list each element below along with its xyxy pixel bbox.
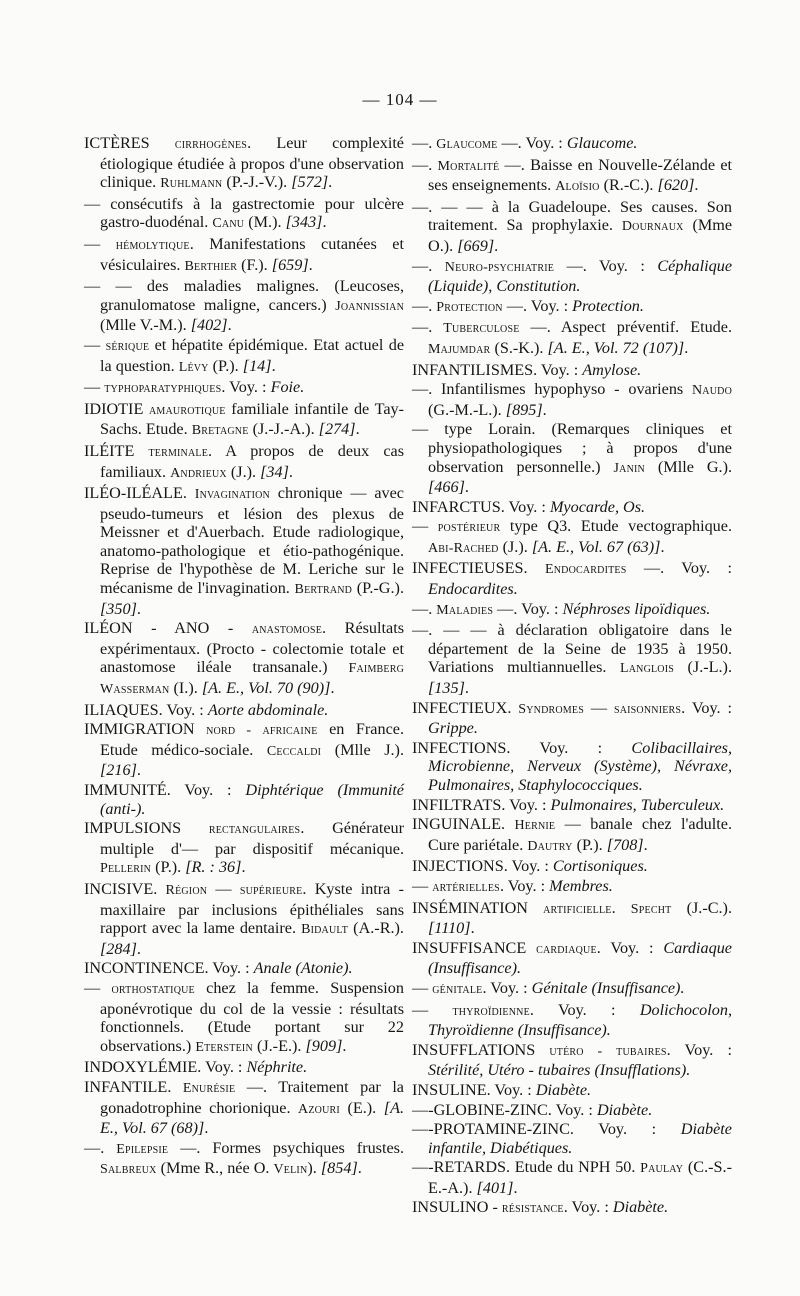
entry-text: —. Infantilismes hypophyso - ovariens [412, 380, 692, 399]
entry-text: . [464, 679, 469, 698]
index-entry [412, 1081, 732, 1100]
entry-text: —. Voy. : [493, 599, 563, 618]
entry-reference: Anale (Atonie). [253, 959, 353, 978]
entry-reference: [854] [320, 1159, 358, 1178]
entry-reference: [216] [100, 761, 137, 780]
entry-text: INFARCTUS. Voy. : [412, 497, 550, 516]
entry-smallcaps: Endocardites [544, 562, 627, 578]
entry-smallcaps: cirrhogènes [174, 137, 248, 152]
entry-smallcaps: Andrieux [170, 465, 227, 481]
entry-smallcaps: Majumdar [428, 341, 491, 357]
entry-text: . Voy. : [221, 378, 271, 397]
entry-text: — [412, 978, 433, 997]
entry-smallcaps: sérique [105, 338, 150, 354]
entry-smallcaps: Faimberg Wasserman [100, 661, 404, 698]
entry-text: (A.-R.). [348, 919, 404, 938]
entry-text: type Q3. Etude vectographique. [500, 517, 732, 536]
index-entry [412, 699, 732, 738]
entry-text: . [660, 537, 665, 556]
right-column [412, 134, 732, 1220]
index-entry [412, 979, 732, 1000]
index-entry [412, 1041, 732, 1080]
entry-smallcaps: terminale [148, 444, 209, 460]
entry-text: . Kyste intra - maxillaire par inclusions épithéliales sans rapport avec la lame dentaire. [100, 879, 404, 938]
entry-text: — — des maladies malignes. (Leucoses, granulomatose maligne, cancers.) [84, 277, 404, 314]
entry-text: — [583, 698, 614, 717]
entry-smallcaps: génitale [432, 981, 483, 997]
index-entry [412, 939, 732, 978]
entry-reference: Cardiaque (Insuffisance). [428, 938, 732, 978]
entry-text: (Mme O.). [428, 216, 732, 255]
entry-reference: [A. E., Vol. 70 (90)] [201, 679, 331, 698]
entry-text: (F.). [237, 255, 272, 274]
index-entry [84, 880, 404, 958]
entry-text: . [322, 213, 327, 232]
entry-smallcaps: Eterstein [195, 1039, 253, 1055]
entry-reference: [350] [100, 599, 137, 618]
entry-smallcaps: utéro - tubaires [549, 1043, 667, 1059]
entry-text: ILÉON - ANO - [84, 619, 252, 638]
entry-text: — [207, 879, 240, 898]
entry-text: . [227, 316, 232, 335]
entry-text: . [328, 173, 333, 192]
entry-text: INSULINO - [412, 1198, 502, 1217]
entry-text: . [241, 858, 246, 877]
index-entry [412, 559, 732, 598]
entry-text: INCONTINENCE. Voy. : [84, 959, 254, 978]
entry-text: INSÉMINATION [412, 898, 544, 917]
entry-text: . [136, 599, 141, 618]
entry-smallcaps: supérieure [239, 882, 303, 898]
entry-text: . Voy. : [482, 978, 532, 997]
entry-smallcaps: Ceccaldi [266, 743, 322, 759]
index-entry [84, 819, 404, 879]
entry-smallcaps: cardiaque [536, 941, 597, 957]
entry-text: — banale chez l'adulte. Cure pariétale. [428, 815, 732, 854]
entry-text: INFILTRATS. Voy. : [412, 795, 551, 814]
entry-text: . Voy. : [499, 876, 550, 895]
entry-smallcaps: Salbreux [100, 1162, 157, 1178]
entry-reference: Foie. [270, 378, 305, 397]
entry-smallcaps: artificielle [543, 901, 612, 917]
entry-reference: Membres. [549, 876, 613, 895]
index-entry [412, 380, 732, 419]
entry-smallcaps: Bidault [301, 922, 349, 938]
index-entry [412, 517, 732, 558]
entry-reference: Néphrite. [246, 1058, 308, 1077]
entry-smallcaps: Bertrand [294, 582, 353, 598]
entry-text: . [542, 400, 547, 419]
page-number: — 104 — [362, 90, 438, 109]
entry-reference: [R. : 36] [185, 858, 242, 877]
index-entry [84, 1058, 404, 1077]
index-entry [84, 336, 404, 377]
index-entry [412, 600, 732, 621]
entry-reference: [669] [457, 236, 495, 255]
entry-reference: [572] [291, 173, 329, 192]
left-column [84, 134, 404, 1181]
entry-smallcaps: Epilepsie [116, 1141, 169, 1157]
entry-reference: Pulmonaires, Tuberculeux. [550, 795, 725, 814]
entry-text: . Générateur multiple d'— par dispositif mécanique. [100, 819, 404, 858]
entry-smallcaps: thyroïdienne [452, 1003, 530, 1019]
entry-text: . Voy. : [529, 1000, 640, 1019]
index-entry [412, 198, 732, 256]
entry-text: familiale infantile de Tay-Sachs. Etude. [100, 399, 405, 439]
entry-reference: Néphroses lipoïdiques. [562, 599, 711, 618]
entry-text: —. Voy. : [626, 559, 732, 578]
entry-text: —. — — à la Guadeloupe. Ses causes. Son traitement. Sa prophylaxie. [412, 197, 732, 235]
index-entry [412, 297, 732, 318]
entry-text: INFECTIEUSES. [412, 559, 545, 578]
entry-text: —. — — à déclaration obligatoire dans le département de la Seine de 1935 à 1950. Variations multiannuelles. [412, 621, 732, 677]
entry-text: . [355, 420, 360, 439]
index-entry [412, 877, 732, 898]
entry-text: chronique — avec pseudo-tumeurs et lésion des plexus de Meissner et d'Auerbach. Etude radiologique, anatomo-pathologique et étio-pathogénique. Reprise de l'hypothèse de M. Leriche sur le mécanisme de l'invagination. [100, 484, 404, 598]
entry-reference: Génitale (Insuffisance). [531, 978, 685, 997]
entry-reference: [A. E., Vol. 67 (63)] [531, 537, 661, 556]
index-entry [84, 1078, 404, 1138]
entry-text: —. Voy. : [502, 296, 573, 315]
entry-reference: Endocardites. [428, 580, 518, 599]
entry-reference: [909] [305, 1036, 343, 1055]
entry-smallcaps: Velin [273, 1162, 308, 1178]
entry-text: — [84, 978, 112, 997]
index-entry [84, 781, 404, 818]
entry-smallcaps: Invagination [194, 487, 270, 503]
entry-text: (P.). [572, 835, 607, 854]
entry-reference: Diabète. [535, 1080, 592, 1099]
index-entry [412, 134, 732, 155]
index-entry [412, 899, 732, 938]
entry-text: ICTÈRES [84, 134, 175, 152]
entry-text: —. [412, 256, 445, 275]
entry-smallcaps: Abi-Rached [428, 540, 499, 556]
entry-reference: Diabète. [612, 1198, 669, 1217]
entry-smallcaps: Janin [613, 460, 645, 476]
index-entry [84, 619, 404, 699]
entry-text: (J.-E.). [252, 1036, 306, 1055]
entry-reference: Cortisoniques. [552, 857, 648, 876]
index-entry [412, 621, 732, 697]
entry-smallcaps: Naudo [692, 383, 732, 399]
entry-text: (P.). [151, 858, 186, 877]
entry-text: . [694, 176, 699, 195]
index-entry [84, 442, 404, 483]
entry-smallcaps: Tuberculose [443, 321, 520, 337]
entry-reference: Diabète infantile, Diabétiques. [428, 1120, 732, 1157]
entry-text: chez la femme. Suspension aponévrotique du col de la vessie : résultats fonctionnels. (Etude portant sur 22 observations.) [100, 978, 404, 1055]
entry-text: . Voy. : [681, 698, 732, 717]
entry-text: . [136, 761, 141, 780]
entry-text: INJECTIONS. Voy. : [412, 857, 553, 876]
entry-text: (Mlle V.-M.). [100, 316, 191, 335]
entry-text: . Voy. : [666, 1040, 732, 1059]
entry-smallcaps: typhoparatyphiques [104, 381, 222, 397]
entry-text: INFANTILE. [84, 1077, 183, 1096]
entry-text: —. [412, 318, 444, 337]
index-entry [84, 959, 404, 978]
entry-smallcaps: amaurotique [148, 402, 226, 418]
entry-text: . [271, 356, 276, 375]
entry-text: INCISIVE. [84, 879, 166, 898]
entry-text: (P.-J.-V.). [222, 173, 292, 192]
entry-text: — [412, 876, 433, 895]
entry-text: (S.-K.). [490, 338, 548, 357]
index-entry [412, 498, 732, 517]
entry-text: —. [84, 1138, 117, 1157]
entry-smallcaps: Mortalité [437, 158, 500, 174]
entry-reference: [A. E., Vol. 72 (107)] [547, 338, 685, 357]
entry-smallcaps: artérielles [432, 879, 500, 895]
entry-text: —. Aspect préventif. Etude. [519, 318, 733, 337]
entry-text: ILIAQUES. Voy. : [84, 700, 208, 719]
entry-text: . [464, 478, 469, 497]
entry-text: (P.). [208, 356, 243, 375]
index-entry [84, 1139, 404, 1180]
entry-text: . [513, 1178, 518, 1197]
entry-reference: Stérilité, Utéro - tubaires (Insufflations). [428, 1061, 691, 1080]
entry-smallcaps: Dautry [527, 838, 573, 854]
entry-smallcaps: Joannissian [335, 298, 404, 314]
entry-text: (C.-S.-E.-A.). [428, 1158, 732, 1197]
entry-smallcaps: Pellerin [100, 861, 152, 877]
entry-reference: [895] [505, 400, 543, 419]
entry-smallcaps: Specht [630, 901, 672, 917]
index-entry [412, 318, 732, 359]
entry-text: —. Baisse en Nouvelle-Zélande et ses enseignements. [428, 155, 733, 195]
entry-smallcaps: postérieur [437, 520, 501, 536]
entry-text: IMMUNITÉ. Voy. : [84, 781, 246, 799]
entry-text: . Manifestations cutanées et vésiculaires. [100, 234, 404, 274]
entry-text: — [412, 517, 438, 536]
entry-text: (J.-C.). [671, 898, 732, 917]
entry-text: . [684, 338, 689, 357]
index-entry [84, 235, 404, 276]
entry-reference: Diphtérique (Immunité (anti-). [100, 781, 404, 818]
entry-reference: Myocarde, Os. [549, 497, 646, 516]
index-entry [412, 156, 732, 197]
index-entry [412, 420, 732, 496]
entry-text: . [611, 898, 631, 917]
entry-text: (J.). [498, 537, 532, 556]
entry-text: . [330, 679, 335, 698]
entry-text: . [357, 1159, 362, 1178]
entry-smallcaps: Dournaux [621, 219, 684, 235]
entry-text: INDOXYLÉMIE. Voy. : [84, 1058, 247, 1077]
index-entry [84, 277, 404, 335]
entry-text: . Résultats expérimentaux. (Procto - colectomie totale et anastomose iléale transanale.) [100, 619, 404, 677]
entry-smallcaps: nord - africaine [206, 723, 318, 739]
entry-reference: Colibacillaires, Microbienne, Nerveux (Système), Névraxe, Pulmonaires, Staphylococciques. [428, 738, 732, 794]
index-entry [412, 739, 732, 795]
index-entry [84, 378, 404, 399]
entry-text: — [84, 378, 105, 397]
index-entry [412, 361, 732, 380]
entry-smallcaps: Maladies [436, 602, 494, 618]
entry-text: . A propos de deux cas familiaux. [100, 441, 404, 481]
entry-text: (Mlle G.). [644, 457, 733, 476]
entry-reference: [135] [428, 679, 465, 698]
entry-text: . [342, 1036, 347, 1055]
entry-text: —-PROTAMINE-ZINC. Voy. : [412, 1120, 681, 1139]
entry-text: . Voy. : [563, 1198, 613, 1217]
index-entry [412, 1120, 732, 1157]
entry-text: —. [412, 599, 437, 618]
entry-reference: Amylose. [582, 360, 642, 379]
index-entry [84, 701, 404, 720]
entry-smallcaps: Glaucome [436, 137, 498, 152]
entry-reference: [402] [190, 316, 228, 335]
index-entry [412, 857, 732, 876]
entry-smallcaps: Hernie [514, 818, 556, 834]
entry-text: IMMIGRATION [84, 720, 207, 739]
entry-smallcaps: Berthier [184, 258, 238, 274]
entry-reference: [1110] [428, 919, 471, 938]
entry-text: (I.). [169, 679, 202, 698]
entry-text: . [494, 236, 499, 255]
entry-text: (Mlle J.). [321, 740, 404, 759]
index-entry [84, 979, 404, 1057]
index-entry [84, 134, 404, 194]
index-entry [412, 1198, 732, 1219]
entry-text: (E.). [339, 1098, 384, 1117]
entry-text: — [84, 234, 116, 253]
entry-text: — [84, 335, 106, 354]
entry-smallcaps: anastomose [251, 622, 323, 638]
entry-reference: [14] [242, 356, 272, 375]
entry-text: — type Lorain. (Remarques cliniques et physiopathologiques ; à propos d'une observation personnelle.) [412, 420, 732, 476]
entry-text: — consécutifs à la gastrectomie pour ulcère gastro-duodénal. [84, 194, 404, 232]
entry-text: (J.-L.). [674, 658, 732, 677]
index-entry [412, 1101, 732, 1120]
entry-reference: Glaucome. [566, 134, 638, 152]
entry-text: ILÉITE [84, 441, 149, 460]
entry-reference: Diabète. [596, 1100, 653, 1119]
entry-text: (M.). [244, 213, 286, 232]
entry-reference: Grippe. [428, 719, 478, 738]
index-entry [84, 400, 404, 441]
entry-text: . [288, 462, 293, 481]
entry-text: . Voy. : [596, 938, 664, 957]
entry-text: —. Formes psychiques frustes. [168, 1138, 405, 1157]
entry-smallcaps: rectangulaires [208, 822, 301, 838]
entry-text: —. [412, 296, 437, 315]
entry-reference: [34] [260, 462, 289, 481]
entry-text: IDIOTIE [84, 399, 149, 418]
entry-text: —. [412, 134, 437, 152]
entry-text: INSUFFISANCE [412, 938, 537, 957]
entry-reference: [284] [100, 939, 137, 958]
entry-text: (J.). [226, 462, 261, 481]
entry-text: INGUINALE. [412, 815, 515, 834]
index-entry [84, 720, 404, 780]
entry-smallcaps: saisonniers [613, 701, 682, 717]
entry-reference: Aorte abdominale. [207, 700, 329, 719]
entry-smallcaps: Protection [436, 299, 503, 315]
entry-reference: [401] [476, 1178, 514, 1197]
entry-reference: [A. E., Vol. 67 (68)] [100, 1098, 404, 1138]
entry-text: INSUFFLATIONS [412, 1040, 550, 1059]
entry-text: INFANTILISMES. Voy. : [412, 360, 583, 379]
entry-reference: [466] [428, 478, 465, 497]
entry-text: IMPULSIONS [84, 819, 209, 838]
entry-smallcaps: Bretagne [191, 423, 249, 439]
entry-text: et hépatite épidémique. Etat actuel de la question. [100, 335, 405, 375]
index-entry [84, 484, 404, 618]
entry-text: —. [412, 155, 438, 174]
entry-reference: [708] [606, 835, 644, 854]
entry-smallcaps: Langlois [619, 661, 675, 677]
entry-text: —. Voy. : [497, 134, 567, 152]
index-entry [412, 1001, 732, 1040]
entry-text: —-GLOBINE-ZINC. Voy. : [412, 1100, 597, 1119]
entry-smallcaps: Région [165, 882, 208, 898]
entry-text: . [204, 1119, 209, 1138]
entry-smallcaps: Paulay [640, 1161, 684, 1177]
entry-text: —. Voy. : [554, 256, 658, 275]
entry-reference: [620] [657, 176, 695, 195]
index-entry [412, 796, 732, 815]
entry-text: ILÉO-ILÉALE. [84, 484, 195, 503]
entry-reference: Dolichocolon, Thyroïdienne (Insuffisance). [428, 1000, 733, 1040]
entry-text: —-RETARDS. Etude du NPH 50. [412, 1158, 641, 1177]
entry-reference: Protection. [572, 296, 644, 315]
entry-text: . Leur complexité étiologique étudiée à propos d'une observation clinique. [100, 134, 404, 192]
entry-text: — [412, 1000, 453, 1019]
index-entry [412, 257, 732, 296]
entry-text: (Mme R., née O. [156, 1159, 274, 1178]
entry-text: INSULINE. Voy. : [412, 1080, 536, 1099]
entry-smallcaps: Syndromes [518, 701, 584, 717]
index-entry [412, 815, 732, 856]
entry-smallcaps: hémolytique [115, 237, 190, 253]
entry-text: (G.-M.-L.). [428, 400, 506, 419]
entry-smallcaps: Enurésie [182, 1080, 236, 1096]
entry-smallcaps: résistance [501, 1201, 564, 1217]
entry-text: . [308, 255, 313, 274]
entry-reference: Céphalique (Liquide), Constitution. [428, 256, 733, 296]
entry-smallcaps: Lévy [178, 359, 209, 375]
entry-smallcaps: Azouri [298, 1101, 340, 1117]
entry-text: —. Traitement par la gonadotrophine chorionique. [100, 1077, 404, 1117]
entry-text: (R.-C.). [599, 176, 658, 195]
entry-text: INFECTIEUX. [412, 698, 519, 717]
entry-reference: [274] [318, 420, 356, 439]
entry-text: INFECTIONS. Voy. : [412, 738, 632, 757]
entry-text: . [136, 939, 141, 958]
index-entry [84, 195, 404, 234]
entry-smallcaps: Ruhlmann [160, 176, 223, 192]
entry-text: . [470, 919, 475, 938]
index-entry [412, 1158, 732, 1197]
entry-smallcaps: orthostatique [111, 981, 195, 997]
entry-text: . [643, 835, 648, 854]
entry-text: (P.-G.). [352, 579, 404, 598]
entry-smallcaps: Aloïsio [555, 179, 600, 195]
entry-reference: [343] [285, 213, 323, 232]
entry-text: (J.-J.-A.). [248, 420, 319, 439]
entry-text: en France. Etude médico-sociale. [100, 720, 404, 759]
entry-smallcaps: Neuro-psychiatrie [444, 259, 555, 275]
entry-smallcaps: Canu [212, 216, 245, 232]
entry-reference: [659] [271, 255, 309, 274]
entry-text: ). [307, 1159, 321, 1178]
